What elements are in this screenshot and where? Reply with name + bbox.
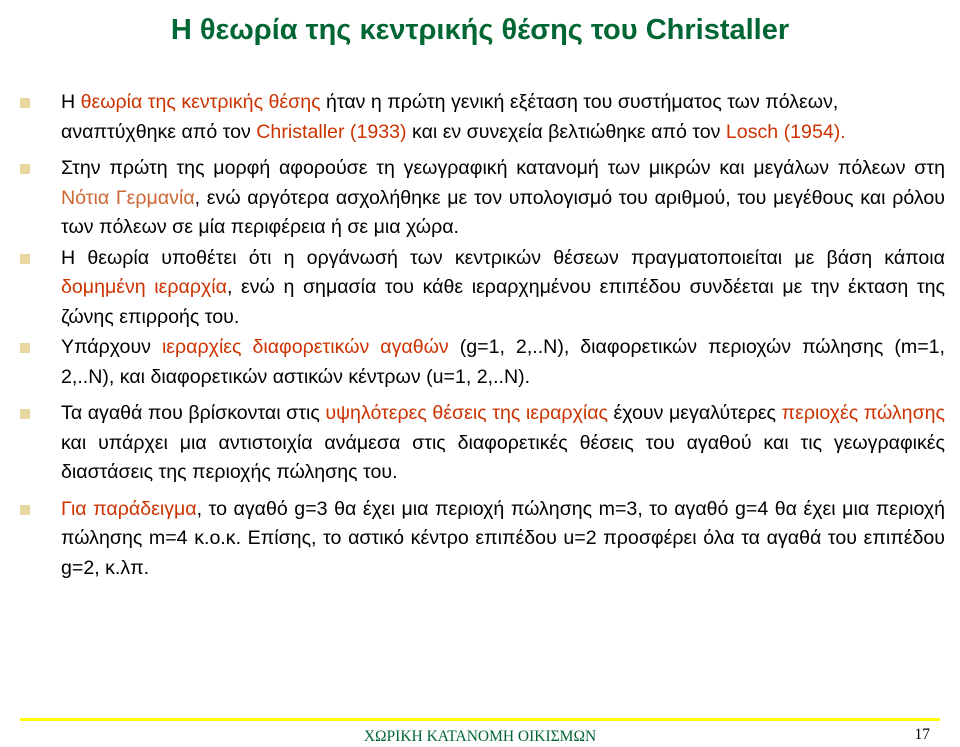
- text-run: (g=1, 2,..N), διαφορετικών περιοχών πώλησης (m=1, 2,..N), και διαφορετικών αστικών κέντρων (u=1, 2,..N).: [61, 336, 945, 388]
- page-number: 17: [914, 726, 930, 743]
- text-run: Η θεωρία υποθέτει ότι η οργάνωσή των κεντρικών θέσεων πραγματοποιείται με βάση κάποια: [61, 246, 945, 269]
- highlight-run: θεωρία της κεντρικής θέσης: [80, 91, 321, 113]
- text-run: και υπάρχει μια αντιστοιχία ανάμεσα στις διαφορετικές θέσεις του αγαθού και τις γεωγραφικές διαστάσεις της περιοχής πώλησης του.: [61, 431, 945, 483]
- text-run: Στην πρώτη της μορφή αφορούσε τη γεωγραφική κατανομή των μικρών και μεγάλων πόλεων στη: [61, 157, 945, 179]
- highlight-run: ιεραρχίες διαφορετικών αγαθών: [161, 336, 449, 358]
- square-bullet-icon: [20, 505, 30, 515]
- slide-title: Η θεωρία της κεντρικής θέσης του Christaller: [170, 14, 790, 46]
- bullet-item-6: [20, 495, 945, 584]
- bullet-text: [61, 91, 846, 143]
- text-run: ήταν η πρώτη γενική εξέταση του συστήματος των πόλεων, αναπτύχθηκε από τον: [61, 91, 839, 143]
- highlight-run: Νότια Γερμανία: [61, 186, 195, 209]
- highlight-run: περιοχές πώλησης: [781, 402, 945, 424]
- bullet-item-3: [20, 244, 945, 333]
- highlight-run: Losch (1954).: [725, 120, 846, 143]
- text-run: , ενώ αργότερα ασχολήθηκε με τον υπολογισμό του αριθμού, του μεγέθους και ρόλου των πόλεων σε μία περιφέρεια ή σε μια χώρα.: [61, 186, 945, 238]
- bullet-text: [61, 247, 945, 328]
- bullet-item-2: [20, 154, 945, 243]
- square-bullet-icon: [20, 254, 30, 264]
- footer: [0, 718, 960, 747]
- footer-title: ΧΩΡΙΚΗ ΚΑΤΑΝΟΜΗ ΟΙΚΙΣΜΩΝ: [363, 728, 597, 745]
- square-bullet-icon: [20, 343, 30, 353]
- highlight-run: Για παράδειγμα: [61, 497, 197, 520]
- text-run: έχουν μεγαλύτερες: [607, 402, 782, 424]
- square-bullet-icon: [20, 409, 30, 419]
- text-run: , ενώ η σημασία του κάθε ιεραρχημένου επιπέδου συνδέεται με την έκταση της ζώνης επιρροής του.: [61, 276, 945, 328]
- bullet-text: [61, 157, 945, 238]
- text-run: Υπάρχουν: [61, 336, 162, 358]
- square-bullet-icon: [20, 164, 30, 174]
- text-run: Η: [61, 91, 81, 113]
- square-bullet-icon: [20, 98, 30, 108]
- bullet-list: [20, 88, 945, 586]
- highlight-run: υψηλότερες θέσεις της ιεραρχίας: [325, 402, 608, 424]
- footer-divider: [20, 718, 940, 721]
- bullet-item-1: [20, 88, 945, 147]
- highlight-run: δομημένη ιεραρχία: [61, 276, 227, 298]
- text-run: και εν συνεχεία βελτιώθηκε από τον: [406, 120, 726, 143]
- bullet-item-4: [20, 333, 945, 392]
- bullet-text: [61, 336, 945, 388]
- highlight-run: Christaller (1933): [256, 120, 407, 143]
- bullet-text: [61, 498, 945, 579]
- text-run: Τα αγαθά που βρίσκονται στις: [61, 402, 326, 424]
- bullet-text: [61, 402, 945, 483]
- text-run: , το αγαθό g=3 θα έχει μια περιοχή πώλησης m=3, το αγαθό g=4 θα έχει μια περιοχή πώλησης m=4 κ.ο.κ. Επίσης, το αστικό κέντρο επιπέδου u=2 προσφέρει όλα τα αγαθά του επιπέδου g=2, κ.λπ.: [61, 497, 945, 579]
- bullet-item-5: [20, 399, 945, 488]
